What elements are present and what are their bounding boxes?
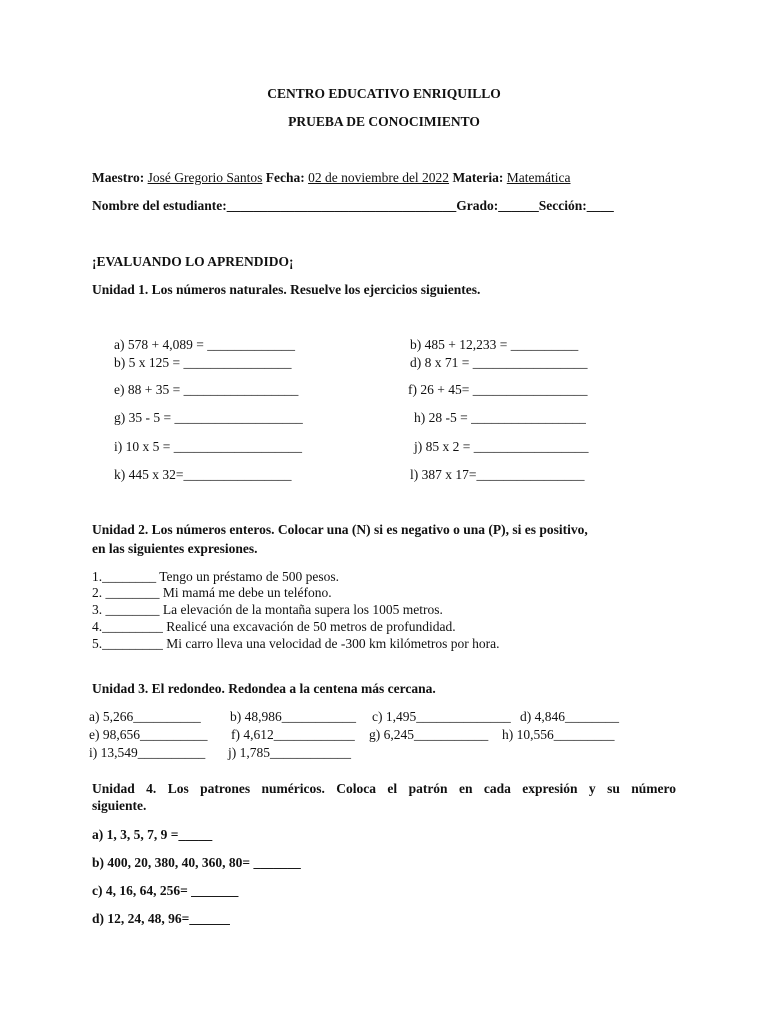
unit1-item-k: k) 445 x 32=________________ bbox=[114, 467, 292, 482]
unit3-item-h: h) 10,556_________ bbox=[502, 727, 615, 742]
school-name: CENTRO EDUCATIVO ENRIQUILLO bbox=[267, 86, 501, 101]
subject-value: Matemática bbox=[506, 170, 571, 185]
subject-label: Materia: bbox=[452, 170, 504, 185]
date-label: Fecha: bbox=[265, 170, 305, 185]
unit1-item-l: l) 387 x 17=________________ bbox=[410, 467, 585, 482]
unit1-item-j: j) 85 x 2 = _________________ bbox=[414, 439, 589, 454]
unit3-item-f: f) 4,612____________ bbox=[231, 727, 355, 742]
unit1-item-b1: b) 485 + 12,233 = __________ bbox=[410, 337, 579, 352]
student-name-line: Nombre del estudiante:__________________________________Grado:______Sección:____ bbox=[92, 198, 614, 213]
unit4-title-line1: Unidad 4. Los patrones numéricos. Coloca el patrón en cada expresión y su número bbox=[92, 781, 676, 796]
unit3-item-d: d) 4,846________ bbox=[520, 709, 619, 724]
unit3-item-a: a) 5,266__________ bbox=[89, 709, 201, 724]
unit2-title-line1: Unidad 2. Los números enteros. Colocar una (N) si es negativo o una (P), si es positivo, bbox=[92, 522, 588, 537]
unit1-item-i: i) 10 x 5 = ___________________ bbox=[114, 439, 302, 454]
teacher-value: José Gregorio Santos bbox=[147, 170, 263, 185]
unit3-item-c: c) 1,495______________ bbox=[372, 709, 511, 724]
unit2-item-5: 5._________ Mi carro lleva una velocidad de -300 km kilómetros por hora. bbox=[92, 636, 500, 651]
unit3-item-b: b) 48,986___________ bbox=[230, 709, 356, 724]
unit1-title: Unidad 1. Los números naturales. Resuelve los ejercicios siguientes. bbox=[92, 282, 481, 297]
unit4-item-b: b) 400, 20, 380, 40, 360, 80= _______ bbox=[92, 855, 301, 870]
unit3-item-e: e) 98,656__________ bbox=[89, 727, 208, 742]
date-value: 02 de noviembre del 2022 bbox=[308, 170, 450, 185]
unit4-item-a: a) 1, 3, 5, 7, 9 =_____ bbox=[92, 827, 213, 842]
section-title: ¡EVALUANDO LO APRENDIDO¡ bbox=[92, 254, 294, 269]
unit1-item-e: e) 88 + 35 = _________________ bbox=[114, 382, 299, 397]
unit2-item-2: 2. ________ Mi mamá me debe un teléfono. bbox=[92, 585, 332, 600]
unit3-item-i: i) 13,549__________ bbox=[89, 745, 206, 760]
unit3-item-j: j) 1,785____________ bbox=[228, 745, 351, 760]
test-title: PRUEBA DE CONOCIMIENTO bbox=[288, 114, 480, 129]
unit1-item-d: d) 8 x 71 = _________________ bbox=[410, 355, 588, 370]
unit1-item-b2: b) 5 x 125 = ________________ bbox=[114, 355, 292, 370]
unit4-item-d: d) 12, 24, 48, 96=______ bbox=[92, 911, 230, 926]
unit1-item-g: g) 35 - 5 = ___________________ bbox=[114, 410, 303, 425]
unit3-title: Unidad 3. El redondeo. Redondea a la centena más cercana. bbox=[92, 681, 436, 696]
unit2-item-3: 3. ________ La elevación de la montaña supera los 1005 metros. bbox=[92, 602, 443, 617]
unit4-item-c: c) 4, 16, 64, 256= _______ bbox=[92, 883, 239, 898]
unit2-item-4: 4._________ Realicé una excavación de 50 metros de profundidad. bbox=[92, 619, 456, 634]
teacher-info-line bbox=[92, 170, 571, 186]
unit4-title-line2: siguiente. bbox=[92, 798, 147, 813]
unit2-title-line2: en las siguientes expresiones. bbox=[92, 541, 258, 556]
unit1-item-a: a) 578 + 4,089 = _____________ bbox=[114, 337, 295, 352]
teacher-label: Maestro: bbox=[92, 170, 145, 185]
unit1-item-f: f) 26 + 45= _________________ bbox=[408, 382, 588, 397]
unit2-item-1: 1.________ Tengo un préstamo de 500 pesos. bbox=[92, 569, 340, 584]
unit1-item-h: h) 28 -5 = _________________ bbox=[414, 410, 586, 425]
unit3-item-g: g) 6,245___________ bbox=[369, 727, 489, 742]
